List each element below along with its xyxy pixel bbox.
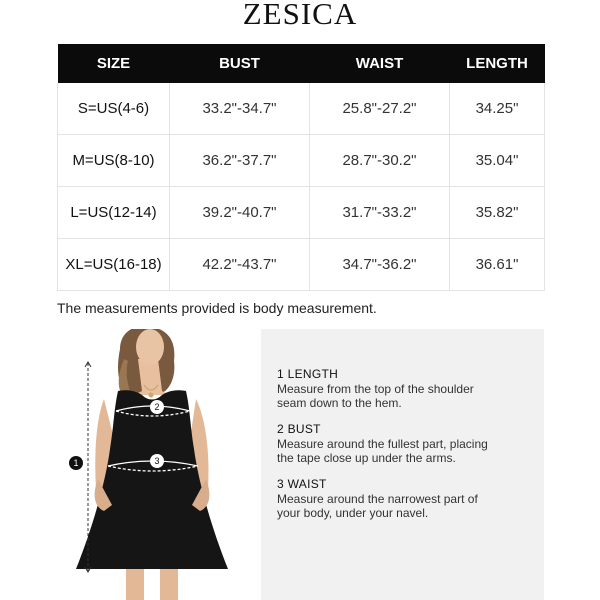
waist-marker: 3 bbox=[150, 454, 164, 468]
bust-cell: 33.2"-34.7" bbox=[170, 83, 310, 135]
size-cell: XL=US(16-18) bbox=[58, 239, 170, 291]
guide-desc: Measure around the fullest part, placing bbox=[277, 436, 488, 451]
bust-cell: 36.2"-37.7" bbox=[170, 135, 310, 187]
waist-cell: 25.8"-27.2" bbox=[310, 83, 450, 135]
length-cell: 34.25" bbox=[450, 83, 545, 135]
length-cell: 35.04" bbox=[450, 135, 545, 187]
header-size: SIZE bbox=[58, 44, 170, 83]
size-cell: S=US(4-6) bbox=[58, 83, 170, 135]
guide-item-length bbox=[277, 367, 537, 411]
header-waist: WAIST bbox=[310, 44, 450, 83]
guide-title: 3 WAIST bbox=[277, 477, 327, 491]
waist-cell: 31.7"-33.2" bbox=[310, 187, 450, 239]
waist-cell: 28.7"-30.2" bbox=[310, 135, 450, 187]
table-row bbox=[58, 187, 545, 239]
guide-title: 2 BUST bbox=[277, 422, 321, 436]
size-cell: M=US(8-10) bbox=[58, 135, 170, 187]
table-row bbox=[58, 135, 545, 187]
measurement-guide-panel bbox=[261, 329, 544, 600]
table-row bbox=[58, 83, 545, 135]
size-chart-table bbox=[57, 44, 545, 291]
bust-marker: 2 bbox=[150, 400, 164, 414]
waist-cell: 34.7"-36.2" bbox=[310, 239, 450, 291]
guide-title: 1 LENGTH bbox=[277, 367, 339, 381]
header-bust: BUST bbox=[170, 44, 310, 83]
length-cell: 35.82" bbox=[450, 187, 545, 239]
guide-item-bust bbox=[277, 422, 537, 466]
table-header-row bbox=[58, 44, 545, 83]
bust-cell: 42.2"-43.7" bbox=[170, 239, 310, 291]
brand-logo: ZESICA bbox=[242, 0, 358, 31]
header-length: LENGTH bbox=[450, 44, 545, 83]
guide-desc: the tape close up under the arms. bbox=[277, 451, 456, 465]
bust-cell: 39.2"-40.7" bbox=[170, 187, 310, 239]
guide-desc: your body, under your navel. bbox=[277, 506, 429, 520]
length-cell: 36.61" bbox=[450, 239, 545, 291]
guide-item-waist bbox=[277, 477, 537, 521]
measurement-note: The measurements provided is body measurement. bbox=[57, 300, 377, 316]
guide-desc: seam down to the hem. bbox=[277, 396, 402, 410]
table-row bbox=[58, 239, 545, 291]
guide-desc: Measure around the narrowest part of bbox=[277, 491, 478, 506]
guide-desc: Measure from the top of the shoulder bbox=[277, 381, 474, 396]
length-marker: 1 bbox=[69, 456, 83, 470]
size-cell: L=US(12-14) bbox=[58, 187, 170, 239]
